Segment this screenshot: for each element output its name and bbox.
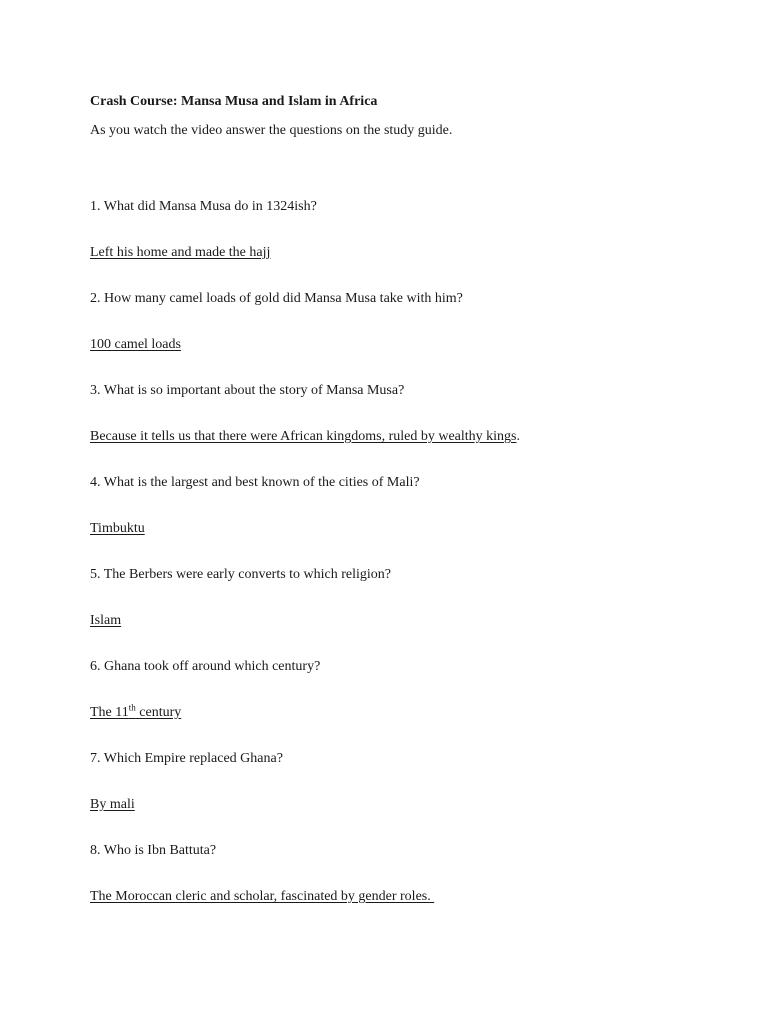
question-5: 5. The Berbers were early converts to which religion? xyxy=(90,567,392,582)
question-1: 1. What did Mansa Musa do in 1324ish? xyxy=(90,199,317,214)
answer-4: Timbuktu xyxy=(90,521,145,536)
answer-6-suffix: century xyxy=(135,705,182,720)
answer-7: By mali xyxy=(90,797,135,812)
answer-1: Left his home and made the hajj xyxy=(90,245,271,260)
question-4: 4. What is the largest and best known of the cities of Mali? xyxy=(90,475,420,490)
answer-3 xyxy=(90,430,520,444)
answer-2: 100 camel loads xyxy=(90,337,181,352)
question-7: 7. Which Empire replaced Ghana? xyxy=(90,751,283,766)
answer-6 xyxy=(90,702,182,720)
question-8: 8. Who is Ibn Battuta? xyxy=(90,843,217,858)
document-title: Crash Course: Mansa Musa and Islam in Africa xyxy=(90,94,378,109)
question-6: 6. Ghana took off around which century? xyxy=(90,659,321,674)
answer-8: The Moroccan cleric and scholar, fascinated by gender roles. xyxy=(90,889,435,904)
question-2: 2. How many camel loads of gold did Mansa Musa take with him? xyxy=(90,291,463,306)
document-intro: As you watch the video answer the questions on the study guide. xyxy=(90,123,453,138)
answer-6-superscript: th xyxy=(128,702,136,713)
answer-3-period: . xyxy=(516,429,521,444)
answer-6-prefix: The 11 xyxy=(90,705,129,720)
question-3: 3. What is so important about the story of Mansa Musa? xyxy=(90,383,405,398)
answer-3-text: Because it tells us that there were African kingdoms, ruled by wealthy kings xyxy=(90,429,517,444)
answer-5: Islam xyxy=(90,613,122,628)
